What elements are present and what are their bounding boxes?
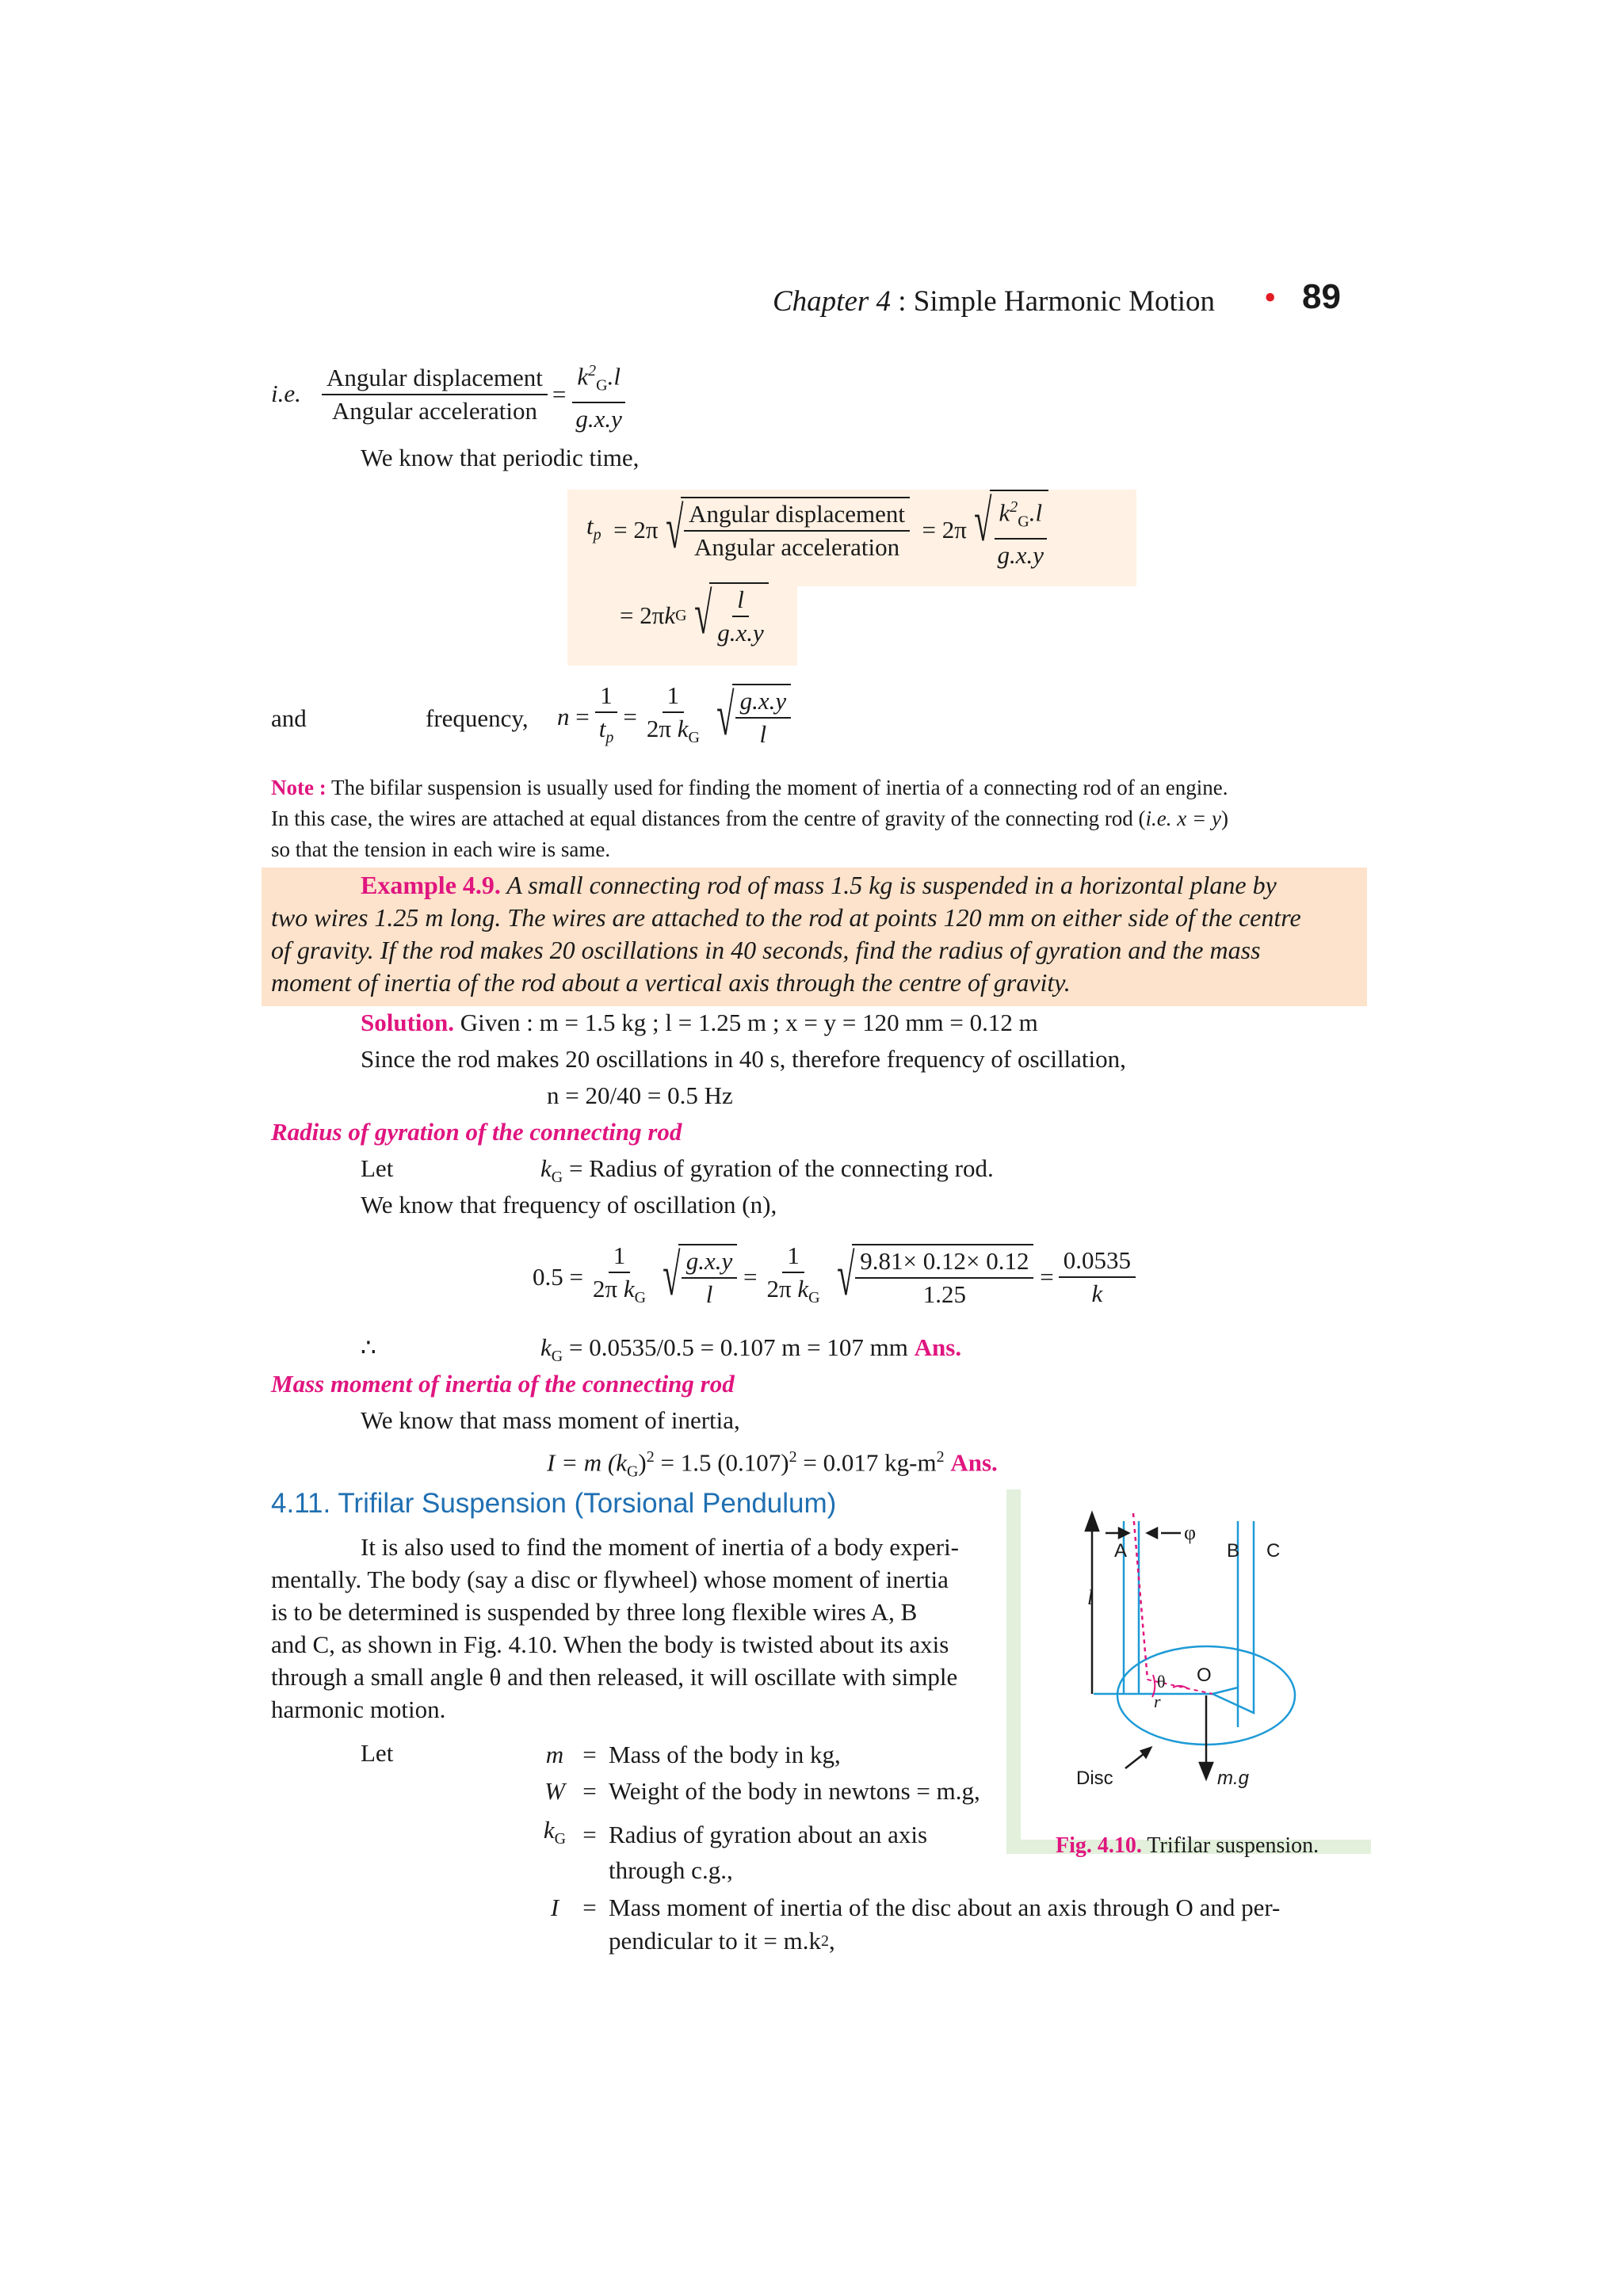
label-theta: θ [1157,1672,1166,1691]
equation-1: $\frac{\text{Angular displacement}}{\text{Angular acceleration}}$ = $\frac{k^2_G.l}{g.x.y}$ [317,355,632,435]
label-phi: φ [1184,1521,1197,1544]
equation-2: $t_p$ = 2π √ $\frac{\text{Angular displacement}}{\text{Angular acceleration}}$ = 2π √ $\frac{k^2_G.l}{g.x.y}$ [586,490,1048,571]
label-B: B [1227,1540,1240,1562]
chapter-title: : Simple Harmonic Motion [891,285,1216,318]
definitions-list: m = Mass of the body in kg, W = Weight of the body in newtons = m.g, $k_G$ = Radius of gyration about an axis through c.g., I = Mass moment of inertia of the disc about an axis through O and per- pendicular to it = m.k 2 , [543,1741,1281,1955]
figure-panel [1006,1489,1021,1854]
eq1-numerator: Angular displacement [322,362,548,395]
eq2-numerator: Angular displacement [684,498,910,532]
label-l: l [1087,1586,1094,1609]
example-text: Example 4.9. A small connecting rod of mass 1.5 kg is suspended in a horizontal plane by two wires 1.25 m long. The wires are attached to the rod at points 120 mm on either side of the centre of gravity. If the rod makes 20 oscillations in 40 seconds, find the radius of gyration and the mass moment of inertia of the rod about a vertical axis through the centre of gravity. [271,871,1301,997]
label-mg: m.g [1217,1768,1250,1789]
periodic-time-text: We know that periodic time, [361,444,640,471]
n-value: n = 20/40 = 0.5 Hz [547,1081,733,1109]
running-header [773,285,1215,318]
trifilar-diagram [1030,1489,1379,1838]
therefore-symbol: ∴ [361,1333,376,1361]
solution-label: Solution. [361,1009,455,1036]
heading-moment: Mass moment of inertia of the connecting rod [271,1370,735,1398]
equation-3: = 2π k G √ $\frac{l}{g.x.y}$ [620,582,769,649]
label-r: r [1154,1691,1161,1711]
note-line-1: The bifilar suspension is usually used for finding the moment of inertia of a connecting rod of an engine. [330,776,1228,799]
kg-definition: $k_G$ = Radius of gyration of the connecting rod. [540,1154,994,1187]
ie-label: i.e. [271,379,301,407]
header-bullet: • [1264,278,1277,317]
chapter-label: Chapter 4 [773,285,892,318]
figure-caption: Fig. 4.10. Trifilar suspension. [1056,1833,1319,1858]
note-line-3: so that the tension in each wire is same. [271,837,611,861]
label-C: C [1266,1540,1281,1562]
and-label: and [271,704,307,732]
page-number: 89 [1302,277,1341,316]
kg-result: $k_G = 0.0535/0.5 = 0.107$ m = 107 mm Ans. [540,1333,962,1366]
frequency-label: frequency, [426,704,529,732]
heading-radius: Radius of gyration of the connecting rod [271,1118,682,1146]
let-label-1: Let [361,1154,394,1182]
note-label: Note : [271,776,327,799]
eq2-denominator: Angular acceleration [694,533,900,562]
eq1-denominator: Angular acceleration [331,397,537,425]
note-line-2: In this case, the wires are attached at equal distances from the centre of gravity of the connecting rod ( [271,807,1146,830]
moment-result: I = m $(k_G)^2 = 1.5$ $(0.107)^2 = 0.017$ $kg-m^2$ Ans. [547,1448,998,1481]
label-disc: Disc [1076,1768,1113,1789]
section-paragraph: It is also used to find the moment of inertia of a body experi- mentally. The body (say a disc or flywheel) whose moment of inertia is to be determined is suspended by three long flexible wires A, B and C, as shown in Fig. 4.10. When the body is twisted about its axis through a small angle θ and then released, it will oscillate with simple harmonic motion. [271,1533,960,1723]
label-A: A [1114,1540,1128,1562]
note-block: Note : The bifilar suspension is usually used for finding the moment of inertia of a connecting rod of an engine. In this case, the wires are attached at equal distances from the centre of gravity of the connecting rod (i.e. x = y) so that the tension in each wire is same. [271,772,1353,865]
let-label-2: Let [361,1739,394,1767]
solution-line: Solution. Given : m = 1.5 kg ; l = 1.25 m ; x = y = 120 mm = 0.12 m [361,1009,1038,1036]
section-heading: 4.11. Trifilar Suspension (Torsional Pendulum) [271,1488,837,1519]
numeric-equation: 0.5 = $\frac{1}{2\pi k_G}$ √ $\frac{g.x.y}{l}$ = $\frac{1}{2\pi k_G}$ √ $\frac{9.81\times 0.12\times 0.12}{1.25}$ = $\frac{0.0535}{k}$ [533,1240,1140,1314]
since-line: Since the rod makes 20 oscillations in 40 s, therefore frequency of oscillation, [361,1045,1126,1073]
label-O: O [1197,1665,1212,1686]
example-label: Example 4.9. [361,871,501,899]
know-frequency: We know that frequency of oscillation (n), [361,1191,777,1219]
know-moment: We know that mass moment of inertia, [361,1406,740,1434]
frequency-equation: n = $\frac{1}{t_p}$ = $\frac{1}{2\pi k_G}$ √ $\frac{g.x.y}{l}$ [557,680,791,753]
